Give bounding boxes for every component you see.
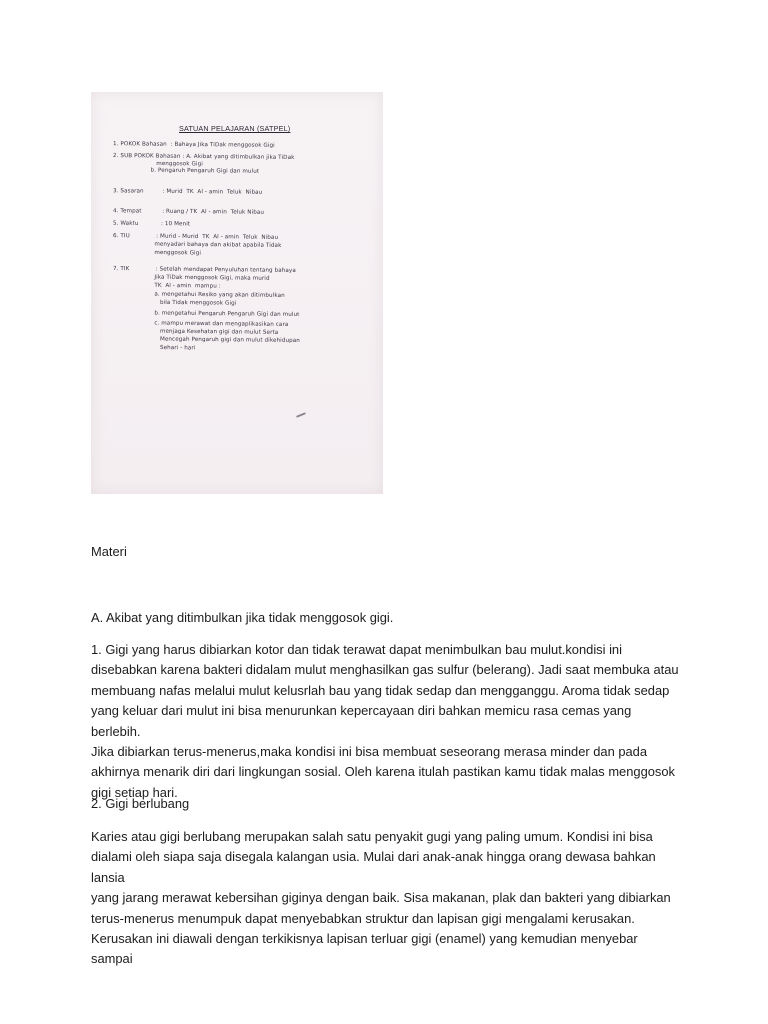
paragraph-line: yang jarang merawat kebersihan giginya dengan baik. Sisa makanan, plak dan bakteri yang dibiarkan [91,890,671,906]
paragraph-line: dialami oleh siapa saja disegala kalangan usia. Mulai dari anak-anak hingga orang dewasa bahkan lansia [91,849,656,885]
scan-line: 6. TIU : Murid - Murid TK Al - amin Teluk Nibau [112,233,279,241]
scan-line: b. mengetahui Pengaruh Pengaruh Gigi dan mulut [112,310,300,318]
scan-line: TK Al - amin mampu : [112,282,221,290]
paragraph-line: Karies atau gigi berlubang merupakan salah satu penyakit gugi yang paling umum. Kondisi ini bisa [91,829,653,844]
materi-heading: Materi [91,544,127,559]
subheading-gigi-berlubang: 2. Gigi berlubang [91,796,190,811]
scan-line: 3. Sasaran : Murid TK Al - amin Teluk Nibau [112,188,263,196]
paragraph-line: Kerusakan ini diawali dengan terkikisnya lapisan terluar gigi (enamel) yang kemudian menyebar sampai [91,931,638,967]
scan-title: SATUAN PELAJARAN (SATPEL) [179,124,291,133]
scan-line: menggosok Gigi [112,249,202,257]
scan-line: menggosok Gigi [112,160,203,168]
paragraph-bau-mulut [91,640,681,803]
paragraph-line: gigi setiap hari. [91,784,178,800]
scan-line: b. Pengaruh Pengaruh Gigi dan mulut [112,167,260,175]
scan-line: menjaga Kesehatan gigi dan mulut Serta [112,328,279,336]
scan-line: 5. Waktu : 10 Menit [112,220,191,228]
scan-line: 4. Tempat : Ruang / TK Al - amin Teluk Nibau [112,208,265,216]
scan-pen-mark [296,412,306,418]
paragraph-line: akhirnya menarik diri dari lingkungan sosial. Oleh karena itulah pastikan kamu tidak malas menggosok [91,764,675,780]
scan-line: a. mengetahui Resiko yang akan ditimbulkan [112,291,285,299]
paragraph-line: Jika dibiarkan terus-menerus,maka kondisi ini bisa membuat seseorang merasa minder dan pada [91,744,648,760]
paragraph-line: 1. Gigi yang harus dibiarkan kotor dan tidak terawat dapat menimbulkan bau mulut.kondisi ini [91,642,622,657]
scan-line: menyadari bahaya dan akibat apabila Tidak [112,241,282,249]
scan-line: Mencegah Pengaruh gigi dan mulut dikehidupan [112,336,300,344]
scan-line: 2. SUB POKOK Bahasan : A. Akibat yang ditimbulkan jika TiDak [112,153,295,161]
scanned-lesson-plan-image [91,92,383,494]
section-a-heading: A. Akibat yang ditimbulkan jika tidak menggosok gigi. [91,610,394,625]
paragraph-karies [91,827,681,970]
paragraph-line: terus-menerus menumpuk dapat menyebabkan struktur dan lapisan gigi mengalami kerusakan. [91,910,635,926]
scan-line: c. mampu merawat dan mengaplikasikan cara [112,320,289,328]
scan-line: Sehari - hari [112,344,196,352]
paragraph-line: disebabkan karena bakteri didalam mulut menghasilkan gas sulfur (belerang). Jadi saat membuka atau [91,662,679,678]
scan-line: bila Tidak menggosok Gigi [112,299,237,307]
scan-line: Jika TiDak menggosok Gigi, maka murid [112,274,270,282]
paragraph-line: membuang nafas melalui mulut kelusrlah bau yang tidak sedap dan mengganggu. Aroma tidak sedap [91,682,670,698]
scan-line: 1. POKOK Bahasan : Bahaya Jika TiDak menggosok Gigi [112,141,275,149]
scan-line: 7. TIK : Setelah mendapat Penyuluhan tentang bahaya [112,266,296,274]
paragraph-line: yang keluar dari mulut ini bisa menurunkan kepercayaan diri bahkan memicu rasa cemas yang berlebih. [91,703,632,739]
